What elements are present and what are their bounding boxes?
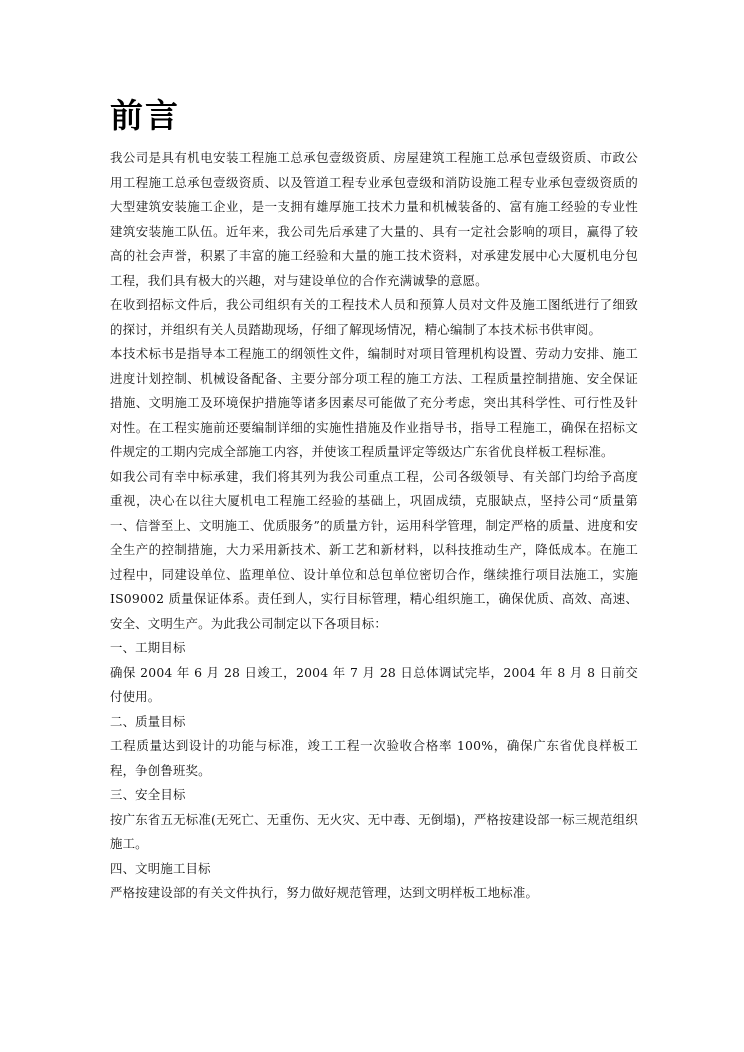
section-title-civilized-construction: 四、文明施工目标 bbox=[110, 860, 211, 876]
section-text-safety: 按广东省五无标准(无死亡、无重伤、无火灾、无中毒、无倒塌)，严格按建设部一标三规范组织施工。 bbox=[110, 811, 638, 851]
section-text-quality: 工程质量达到设计的功能与标准，竣工工程一次验收合格率 100%，确保广东省优良样板工程，争创鲁班奖。 bbox=[110, 738, 638, 778]
section-title-quality: 二、质量目标 bbox=[110, 713, 186, 729]
section-title-safety: 三、安全目标 bbox=[110, 787, 186, 802]
section-text-schedule: 确保 2004 年 6 月 28 日竣工，2004 年 7 月 28 日总体调试完毕，2004 年 8 月 8 日前交付使用。 bbox=[110, 664, 638, 704]
intro-paragraph-4: 如我公司有幸中标承建，我们将其列为我公司重点工程，公司各级领导、有关部门均给予高度重视，决心在以往大厦机电工程施工经验的基础上，巩固成绩，克服缺点，坚持公司“质量第一、信誉至上、文明施工、优质服务”的质量方针，运用科学管理，制定严格的质量、进度和安全生产的控制措施，大力采用新技术、新工艺和新材料，以科技推动生产，降低成本。在施工过程中，同建设单位、监理单位、设计单位和总包单位密切合作，继续推行项目法施工，实施 IS09002 质量保证体系。责任到人，实行目标管理，精心组织施工，确保优质、高效、高速、安全、文明生产。为此我公司制定以下各项目标： bbox=[110, 468, 638, 631]
intro-paragraph-1: 我公司是具有机电安装工程施工总承包壹级资质、房屋建筑工程施工总承包壹级资质、市政公用工程施工总承包壹级资质、以及管道工程专业承包壹级和消防设施工程专业承包壹级资质的大型建筑安装施工企业，是一支拥有雄厚施工技术力量和机械装备的、富有施工经验的专业性建筑安装施工队伍。近年来，我公司先后承建了大量的、具有一定社会影响的项目，赢得了较高的社会声誉，积累了丰富的施工经验和大量的施工技术资料，对承建发展中心大厦机电分包工程，我们具有极大的兴趣，对与建设单位的合作充满诚挚的意愿。 bbox=[110, 150, 638, 288]
page-title: 前言 bbox=[110, 96, 180, 135]
intro-paragraph-2: 在收到招标文件后，我公司组织有关的工程技术人员和预算人员对文件及施工图纸进行了细致的探讨，并组织有关人员踏勘现场，仔细了解现场情况，精心编制了本技术标书供审阅。 bbox=[110, 297, 638, 337]
section-text-civilized-construction: 严格按建设部的有关文件执行，努力做好规范管理，达到文明样板工地标准。 bbox=[110, 885, 539, 900]
section-title-schedule: 一、工期目标 bbox=[110, 640, 186, 655]
document-body bbox=[110, 146, 638, 906]
intro-paragraph-3: 本技术标书是指导本工程施工的纲领性文件，编制时对项目管理机构设置、劳动力安排、施工进度计划控制、机械设备配备、主要分部分项工程的施工方法、工程质量控制措施、安全保证措施、文明施工及环境保护措施等诸多因素尽可能做了充分考虑，突出其科学性、可行性及针对性。在工程实施前还要编制详细的实施性措施及作业指导书，指导工程施工，确保在招标文件规定的工期内完成全部施工内容，并使该工程质量评定等级达广东省优良样板工程标准。 bbox=[110, 346, 638, 459]
